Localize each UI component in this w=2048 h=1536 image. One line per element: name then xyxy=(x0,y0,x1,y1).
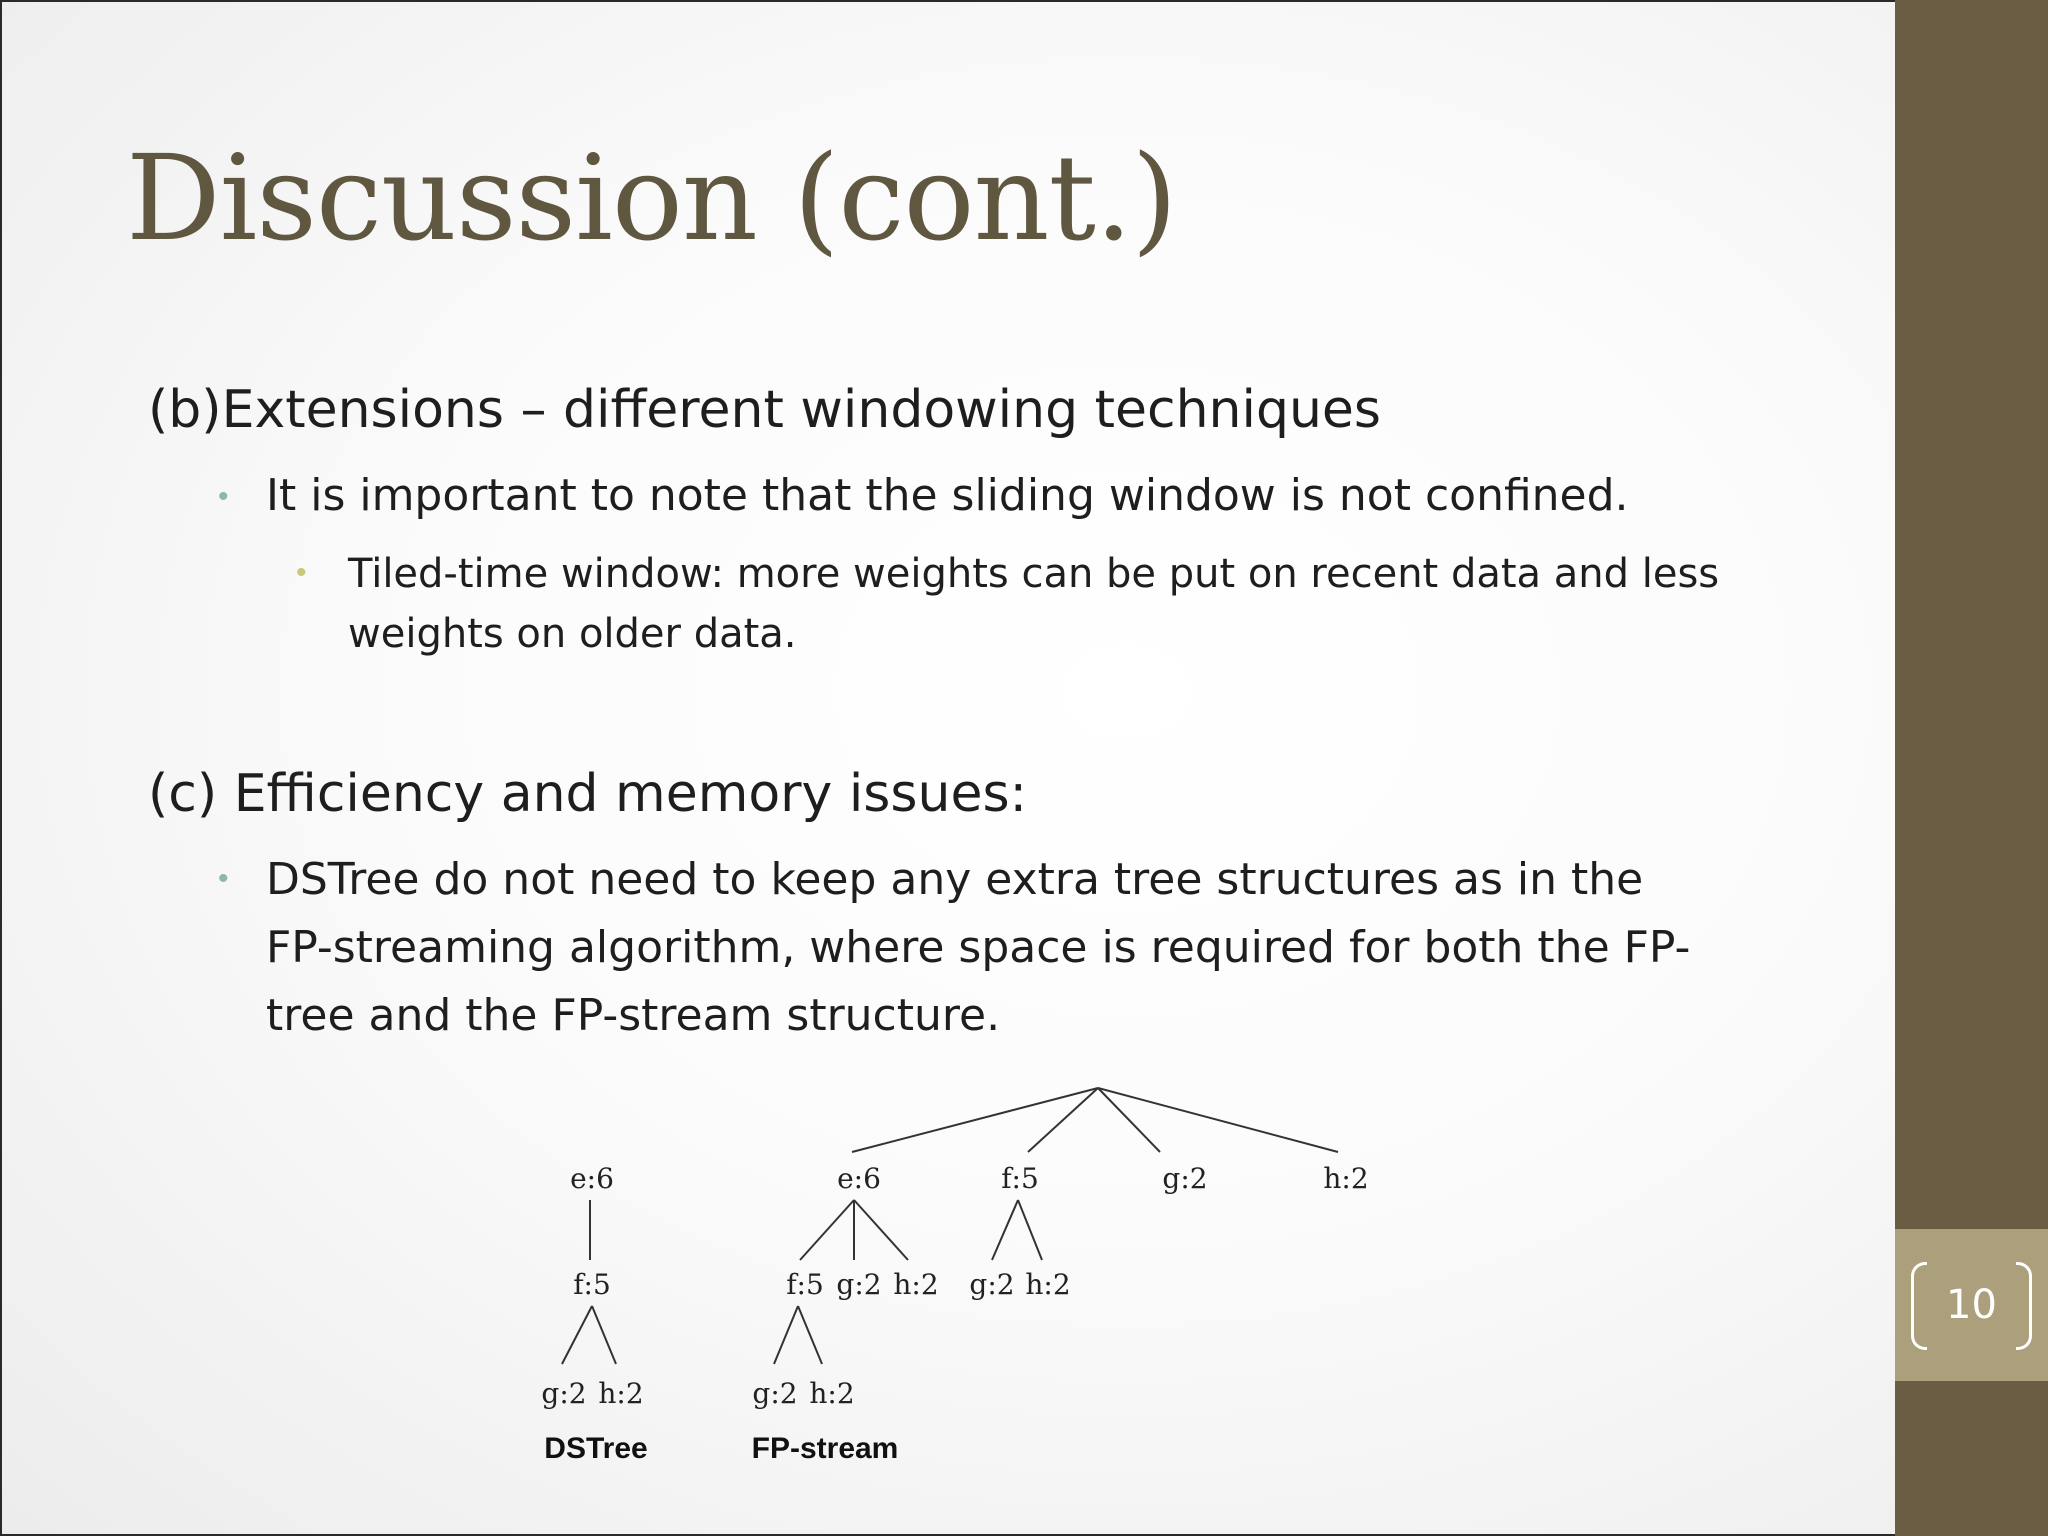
bullet-icon: • xyxy=(218,480,229,513)
section-b-heading: (b)Extensions – different windowing techniques xyxy=(148,380,1381,440)
page-number: 10 xyxy=(1946,1282,1997,1328)
page-bracket-left xyxy=(1911,1262,1927,1350)
section-b-sub-bullet-line-1: Tiled-time window: more weights can be put on recent data and less xyxy=(348,551,1720,597)
tree-edge xyxy=(1098,1088,1160,1152)
dstree-caption: DSTree xyxy=(544,1432,648,1465)
section-b-sub-bullet-line-2: weights on older data. xyxy=(348,611,797,657)
tree-node: h:2 xyxy=(809,1377,855,1410)
tree-edge xyxy=(1098,1088,1338,1152)
page-bracket-right xyxy=(2016,1262,2032,1350)
tree-node: e:6 xyxy=(837,1162,881,1195)
section-c-bullet-line-3: tree and the FP-stream structure. xyxy=(266,990,1001,1041)
tree-node: g:2 xyxy=(541,1377,587,1410)
section-c-bullet-line-1: DSTree do not need to keep any extra tree structures as in the xyxy=(266,854,1644,905)
tree-node: g:2 xyxy=(752,1377,798,1410)
tree-edge xyxy=(562,1306,592,1364)
tree-node: h:2 xyxy=(893,1268,939,1301)
tree-node: h:2 xyxy=(1025,1268,1071,1301)
tree-edge xyxy=(992,1200,1018,1260)
tree-node: h:2 xyxy=(598,1377,644,1410)
tree-edge xyxy=(854,1200,908,1260)
tree-node: g:2 xyxy=(836,1268,882,1301)
fpstream-caption: FP-stream xyxy=(751,1432,899,1465)
tree-figure xyxy=(500,1080,1400,1480)
tree-edge xyxy=(852,1088,1098,1152)
slide-title: Discussion (cont.) xyxy=(126,129,1177,267)
section-b-bullet: It is important to note that the sliding window is not confined. xyxy=(266,470,1629,521)
tree-edge xyxy=(800,1200,854,1260)
tree-edge xyxy=(592,1306,616,1364)
section-c-heading: (c) Efficiency and memory issues: xyxy=(148,764,1028,824)
tree-edge xyxy=(798,1306,822,1364)
tree-node: g:2 xyxy=(1162,1162,1208,1195)
bullet-icon: • xyxy=(296,556,307,589)
tree-node: f:5 xyxy=(786,1268,824,1301)
tree-node: e:6 xyxy=(570,1162,614,1195)
tree-node: h:2 xyxy=(1323,1162,1369,1195)
bullet-icon: • xyxy=(218,862,229,895)
tree-node: f:5 xyxy=(1001,1162,1039,1195)
tree-node: g:2 xyxy=(969,1268,1015,1301)
fpstream-diagram xyxy=(752,1088,1369,1465)
tree-edge xyxy=(1018,1200,1042,1260)
section-c-bullet-line-2: FP-streaming algorithm, where space is required for both the FP- xyxy=(266,922,1691,973)
tree-edge xyxy=(774,1306,798,1364)
dstree-diagram xyxy=(541,1162,647,1465)
tree-node: f:5 xyxy=(573,1268,611,1301)
